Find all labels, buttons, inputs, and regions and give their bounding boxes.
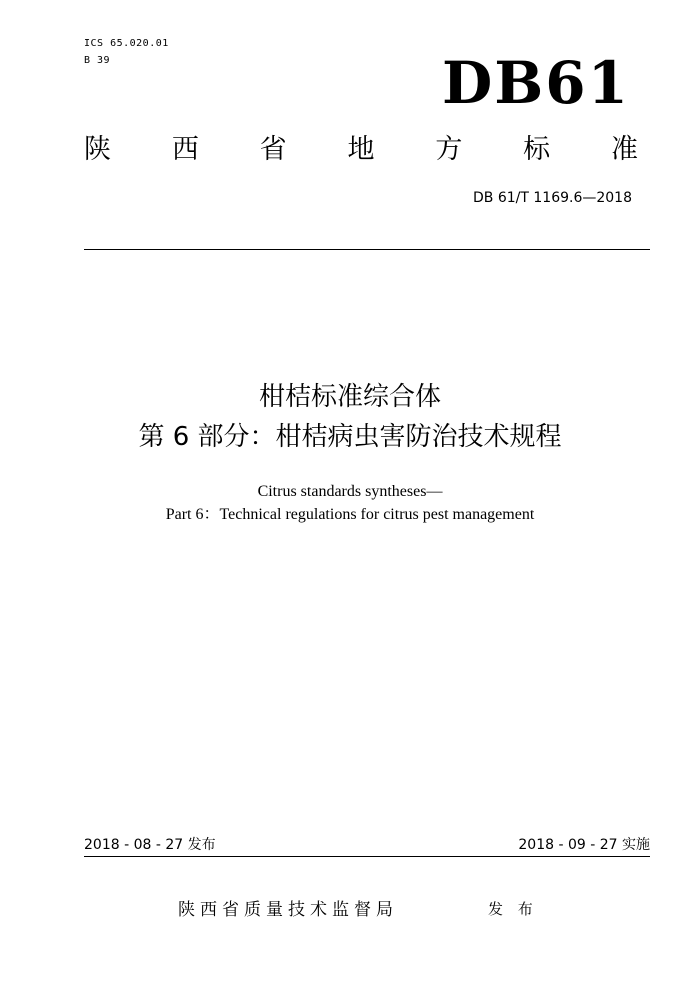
category-char: 省 [259, 134, 287, 165]
category-char: 地 [347, 134, 375, 165]
top-divider [84, 249, 650, 250]
publish-date: 2018 - 08 - 27 发布 [84, 837, 216, 853]
standard-number: DB 61/T 1169.6—2018 [473, 190, 632, 206]
db-logo: DB61 [441, 49, 630, 117]
category-char: 标 [523, 134, 551, 165]
issue-label: 发 布 [488, 900, 538, 918]
standard-category [84, 136, 638, 163]
ics-code: ICS 65.020.01 [84, 38, 169, 49]
title-cn-line2: 第 6 部分：柑桔病虫害防治技术规程 [138, 422, 562, 452]
implement-date: 2018 - 09 - 27 实施 [518, 837, 650, 853]
title-en-line1: Citrus standards syntheses— [257, 483, 443, 500]
category-char: 准 [610, 134, 638, 165]
ccs-code: B 39 [84, 55, 111, 66]
bottom-divider [84, 856, 650, 857]
category-char: 方 [435, 134, 463, 165]
title-cn-line1: 柑桔标准综合体 [258, 382, 441, 412]
title-en-line2: Part 6：Technical regulations for citrus pest management [165, 506, 535, 523]
category-char: 陕 [84, 134, 111, 165]
issuing-authority: 陕西省质量技术监督局 [178, 900, 398, 920]
category-char: 西 [171, 134, 199, 165]
